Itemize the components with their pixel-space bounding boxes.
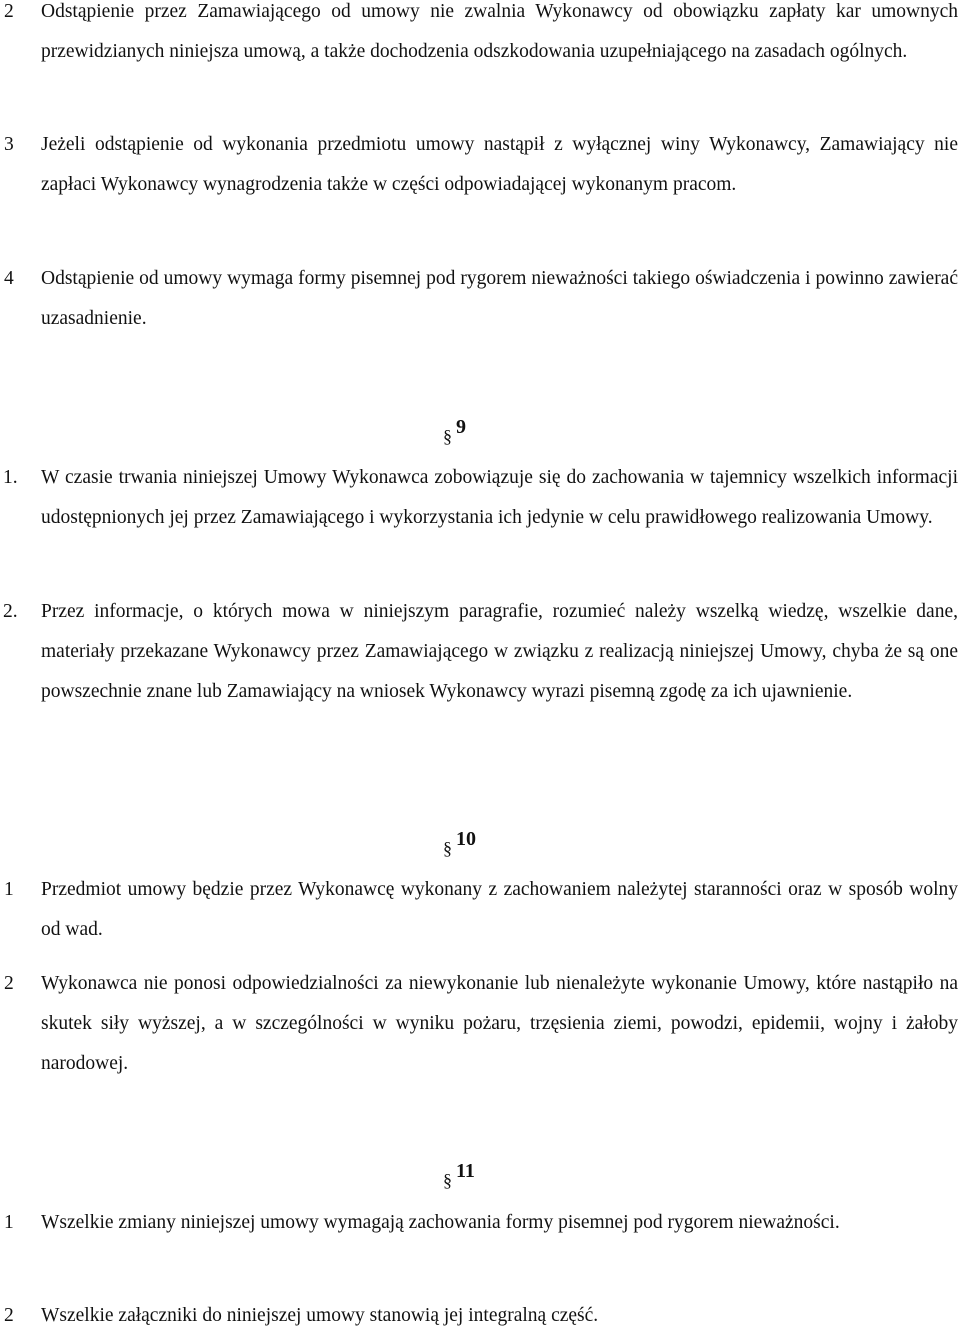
clause-8-3 xyxy=(0,125,958,205)
clause-number: 4 xyxy=(4,268,14,289)
clause-text: Jeżeli odstąpienie od wykonania przedmiotu umowy nastąpił z wyłącznej winy Wykonawcy, Zamawiający nie zapłaci Wykonawcy wynagrodzenia także w części odpowiadającej wykonanym pracom. xyxy=(41,134,958,195)
section-heading-9 xyxy=(443,412,466,451)
clause-number: 1 xyxy=(4,1212,14,1233)
section-heading-11 xyxy=(443,1156,475,1195)
clause-text: Odstąpienie od umowy wymaga formy pisemnej pod rygorem nieważności takiego oświadczenia i powinno zawierać uzasadnienie. xyxy=(41,268,958,329)
clause-8-2 xyxy=(0,0,958,72)
clause-11-1 xyxy=(0,1203,958,1243)
clause-number: 2 xyxy=(4,973,14,994)
clause-9-2 xyxy=(0,592,958,712)
clause-text: W czasie trwania niniejszej Umowy Wykonawca zobowiązuje się do zachowania w tajemnicy wszelkich informacji udostępnionych jej przez Zamawiającego i wykorzystania ich jedynie w celu prawidłowego realizowania Umowy. xyxy=(41,467,958,528)
paragraph-symbol: § xyxy=(443,838,452,858)
clause-10-1 xyxy=(0,870,958,950)
clause-number: 3 xyxy=(4,134,14,155)
section-number: 10 xyxy=(456,828,476,850)
clause-text: Odstąpienie przez Zamawiającego od umowy nie zwalnia Wykonawcy od obowiązku zapłaty kar umownych przewidzianych niniejsza umową, a także dochodzenia odszkodowania uzupełniającego na zasadach ogólnych. xyxy=(41,1,958,62)
section-heading-10 xyxy=(443,824,476,863)
clause-number: 2 xyxy=(4,1,14,22)
paragraph-symbol: § xyxy=(443,426,452,446)
clause-number: 2. xyxy=(3,601,18,622)
clause-number: 2 xyxy=(4,1305,14,1326)
clause-9-1 xyxy=(0,458,958,538)
section-number: 11 xyxy=(456,1160,475,1182)
clause-number: 1 xyxy=(4,879,14,900)
clause-text: Przedmiot umowy będzie przez Wykonawcę wykonany z zachowaniem należytej staranności oraz w sposób wolny od wad. xyxy=(41,879,958,940)
clause-11-2 xyxy=(0,1296,958,1336)
section-number: 9 xyxy=(456,416,466,438)
paragraph-symbol: § xyxy=(443,1170,452,1190)
clause-10-2 xyxy=(0,964,958,1084)
clause-8-4 xyxy=(0,259,958,339)
clause-number: 1. xyxy=(3,467,18,488)
clause-text: Wszelkie załączniki do niniejszej umowy stanowią jej integralną część. xyxy=(41,1305,599,1326)
clause-text: Przez informacje, o których mowa w niniejszym paragrafie, rozumieć należy wszelką wiedzę, wszelkie dane, materiały przekazane Wykonawcy przez Zamawiającego w związku z realizacją niniejszej Umowy, chyba że są one powszechnie znane lub Zamawiający na wniosek Wykonawcy wyrazi pisemną zgodę za ich ujawnienie. xyxy=(41,601,958,702)
clause-text: Wszelkie zmiany niniejszej umowy wymagają zachowania formy pisemnej pod rygorem nieważności. xyxy=(41,1212,840,1233)
clause-text: Wykonawca nie ponosi odpowiedzialności za niewykonanie lub nienależyte wykonanie Umowy, które nastąpiło na skutek siły wyższej, a w szczególności w wyniku pożaru, trzęsienia ziemi, powodzi, epidemii, wojny i żałoby narodowej. xyxy=(41,973,958,1074)
